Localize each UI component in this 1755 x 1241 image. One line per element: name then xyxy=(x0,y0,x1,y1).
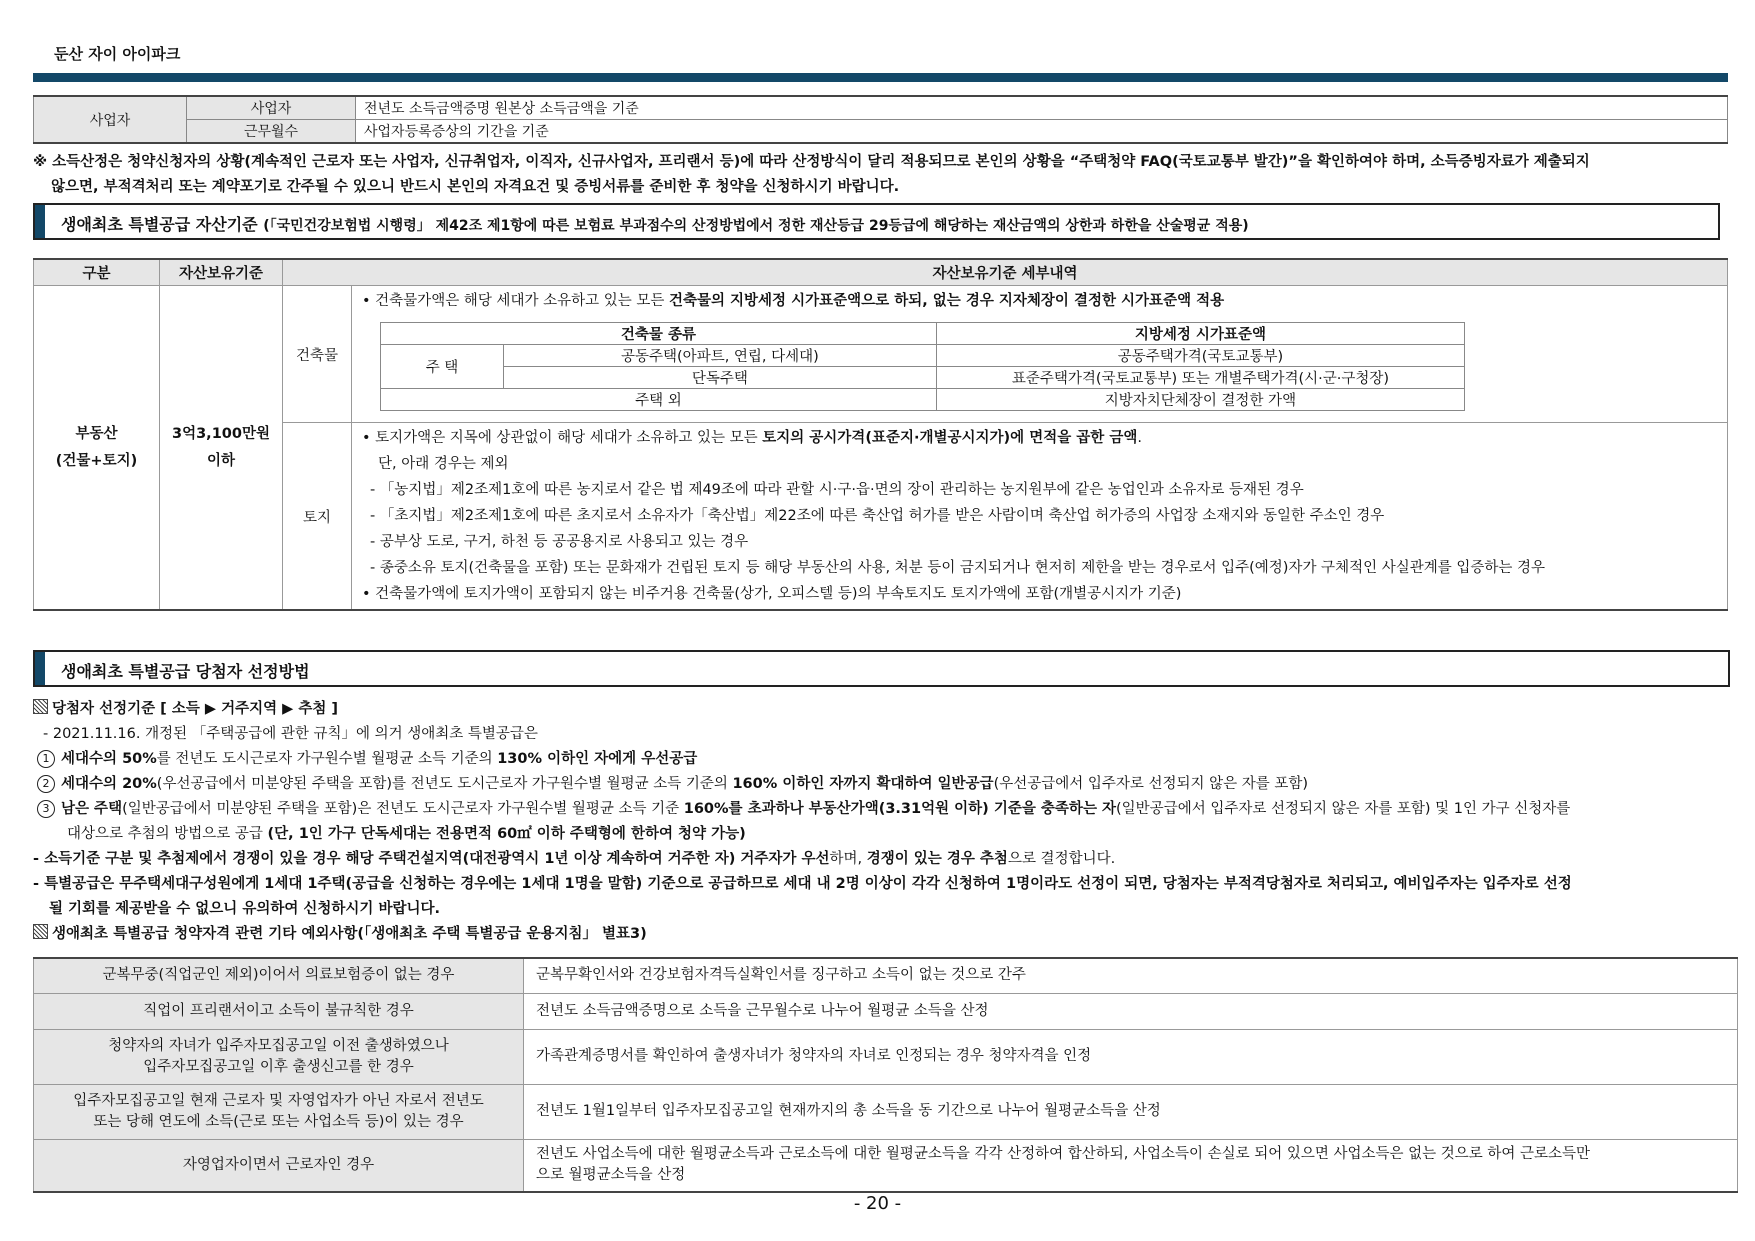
table-cell: 단독주택 xyxy=(504,367,937,389)
limit-value: 3억3,100만원 xyxy=(172,425,270,442)
rule-text-bold: - 소득기준 구분 및 추첨제에서 경쟁이 있을 경우 해당 주택건설지역(대전광역시 1년 이상 계속하여 거주한 자) 거주자가 우선 xyxy=(33,851,830,867)
page-number: - 20 - xyxy=(853,1193,902,1214)
list-item: - 종중소유 토지(건축물을 포함) 또는 문화재가 건립된 토지 등 해당 부동산의 사용, 처분 등이 금지되거나 현저히 제한을 받는 경우로서 입주(예정)자가 구체적인 사실관계를 입증하는 경우 xyxy=(370,560,1545,576)
item-text-bold: 130% 이하인 자에게 우선공급 xyxy=(497,751,698,767)
rule-text: 하며, xyxy=(829,851,867,867)
cell-text: 입주자모집공고일 이후 출생신고를 한 경우 xyxy=(143,1058,414,1075)
table-row xyxy=(34,1139,1738,1192)
list-item xyxy=(33,772,1753,797)
cell-text: 직업이 프리랜서이고 소득이 불규칙한 경우 xyxy=(143,1002,414,1019)
table-cell-value xyxy=(524,1029,1738,1084)
table-header-row xyxy=(381,323,1465,345)
cell-text: 전년도 소득금액증명으로 소득을 근무월수로 나누어 월평균 소득을 산정 xyxy=(536,1002,989,1019)
table-row xyxy=(34,286,1728,423)
land-detail xyxy=(352,423,1728,611)
item-text-bold: 세대수의 20% xyxy=(61,776,157,792)
land-label: 토지 xyxy=(283,423,352,611)
table-cell: 전년도 소득금액증명 원본상 소득금액을 기준 xyxy=(356,96,1728,120)
list-item xyxy=(33,797,1753,822)
column-header: 건축물 종류 xyxy=(381,323,937,345)
table-cell-label xyxy=(34,958,524,993)
cell-text: 전년도 1월1일부터 입주자모집공고일 현재까지의 총 소득을 동 기간으로 나누어 월평균소득을 산정 xyxy=(536,1103,1161,1119)
list-item: - 「농지법」제2조제1호에 따른 농지로서 같은 법 제49조에 따라 관할 시·구·읍·면의 장이 관리하는 농지원부에 같은 농업인과 소유자로 등재된 경우 xyxy=(370,482,1304,498)
table-row xyxy=(381,389,1465,411)
cell-text: 자영업자이면서 근로자인 경우 xyxy=(182,1156,375,1173)
table-cell: 주택 외 xyxy=(381,389,937,411)
item-text-bold: 남은 주택 xyxy=(61,801,123,817)
circled-number: 3 xyxy=(37,800,55,818)
exceptions-title xyxy=(33,922,1753,947)
table-cell: 근무월수 xyxy=(187,120,356,144)
item-text-bold: 세대수의 50% xyxy=(61,751,157,767)
selection-intro: - 2021.11.16. 개정된 「주택공급에 관한 규칙」에 의거 생애최초 특별공급은 xyxy=(43,726,538,742)
rule-line: - 특별공급은 무주택세대구성원에게 1세대 1주택(공급을 신청하는 경우에는 1세대 1명을 말함) 기준으로 공급하므로 세대 내 2명 이상이 각각 신청하여 1명이라도 선정이 되면, 당첨자는 부적격당첨자로 처리되고, 예비입주자는 입주자로 선정 xyxy=(33,876,1572,892)
rule-text: 으로 결정합니다. xyxy=(1007,851,1116,867)
cell-text: 전년도 사업소득에 대한 월평균소득과 근로소득에 대한 월평균소득을 각각 산정하여 합산하되, 사업소득이 손실로 되어 있으면 사업소득은 없는 것으로 하여 근로소득만 xyxy=(536,1146,1591,1163)
table-cell: 주 택 xyxy=(381,345,504,389)
table-row xyxy=(34,958,1738,993)
note-line: 않으면, 부적격처리 또는 계약포기로 간주될 수 있으니 반드시 본인의 자격요건 및 증빙서류를 준비한 후 청약을 신청하시기 바랍니다. xyxy=(51,179,900,195)
exceptions-title-text: 생애최초 특별공급 청약자격 관련 기타 예외사항(「생애최초 주택 특별공급 운용지침」 별표3) xyxy=(52,926,647,942)
asset-table xyxy=(33,258,1728,611)
table-row xyxy=(34,96,1728,120)
bullet-text-bold: 토지의 공시가격(표준지·개별공시지가)에 면적을 곱한 금액 xyxy=(762,430,1138,446)
item-text: 를 전년도 도시근로자 가구원수별 월평균 소득 기준의 xyxy=(156,751,498,767)
section-title: 생애최초 특별공급 당첨자 선정방법 xyxy=(61,662,310,681)
bullet-text-bold: 건축물의 지방세정 시가표준액으로 하되, 없는 경우 지자체장이 결정한 시가표준액 적용 xyxy=(668,293,1225,309)
table-cell-value xyxy=(524,1084,1738,1139)
table-cell-label xyxy=(34,1084,524,1139)
item-text-bold: 160%를 초과하나 부동산가액(3.31억원 이하) 기준을 충족하는 자 xyxy=(683,801,1117,817)
rule-line-continuation: 될 기회를 제공받을 수 없으니 유의하여 신청하시기 바랍니다. xyxy=(49,901,441,917)
hatched-box-icon xyxy=(33,699,48,714)
bullet-text: • 건축물가액은 해당 세대가 소유하고 있는 모든 xyxy=(362,293,669,309)
land-bullet xyxy=(352,425,1727,451)
table-cell-label xyxy=(34,1029,524,1084)
section-subtitle: (「국민건강보험법 시행령」 제42조 제1항에 따른 보험료 부과점수의 산정방법에서 정한 재산등급 29등급에 해당하는 재산금액의 상한과 하한을 산술평균 적용) xyxy=(263,218,1249,234)
selection-criteria xyxy=(33,697,1753,722)
table-row xyxy=(34,1084,1738,1139)
list-item: - 「초지법」제2조제1호에 따른 초지로서 소유자가「축산법」제22조에 따른 축산업 허가를 받은 사람이며 축산업 허가증의 사업장 소재지와 동일한 주소인 경우 xyxy=(370,508,1385,524)
table-cell: 지방자치단체장이 결정한 가액 xyxy=(936,389,1464,411)
header-rule xyxy=(33,73,1728,82)
land-last-bullet: • 건축물가액에 토지가액이 포함되지 않는 비주거용 건축물(상가, 오피스텔 등)의 부속토지도 토지가액에 포함(개별공시지가 기준) xyxy=(362,586,1182,602)
table-cell-value xyxy=(524,993,1738,1029)
building-bullet xyxy=(352,288,1727,314)
table-row xyxy=(381,367,1465,389)
section-accent xyxy=(35,652,45,685)
income-table xyxy=(33,95,1728,144)
category-cell xyxy=(34,286,160,611)
table-cell: 사업자등록증상의 기간을 기준 xyxy=(356,120,1728,144)
table-cell: 사업자 xyxy=(187,96,356,120)
section-accent xyxy=(35,205,45,238)
column-header: 지방세정 시가표준액 xyxy=(936,323,1464,345)
section-heading-text xyxy=(61,212,1249,235)
table-cell: 사업자 xyxy=(34,96,187,143)
limit-value: 이하 xyxy=(206,452,235,469)
hatched-box-icon xyxy=(33,924,48,939)
income-note xyxy=(33,150,1728,200)
cell-text: 군복무중(직업군인 제외)이어서 의료보험증이 없는 경우 xyxy=(102,967,455,984)
item-text-bold: (단, 1인 가구 단독세대는 전용면적 60㎡ 이하 주택형에 한하여 청약 가능) xyxy=(267,826,746,842)
list-item xyxy=(33,747,1753,772)
category-label: (건물+토지) xyxy=(55,452,138,469)
criteria-text: 당첨자 선정기준 [ 소득 ▶ 거주지역 ▶ 추첨 ] xyxy=(52,701,339,717)
section-heading-asset xyxy=(33,203,1720,240)
column-header: 구분 xyxy=(34,259,160,286)
rule-text-bold: 경쟁이 있는 경우 추첨 xyxy=(866,851,1008,867)
note-line: ※ 소득산정은 청약신청자의 상황(계속적인 근로자 또는 사업자, 신규취업자, 이직자, 신규사업자, 프리랜서 등)에 따라 산정방식이 달리 적용되므로 본인의 상황을 “주택청약 FAQ(국토교통부 발간)”을 확인하여야 하며, 소득증빙자료가 제출되지 xyxy=(33,154,1590,170)
cell-text: 또는 당해 연도에 소득(근로 또는 사업소득 등)이 있는 경우 xyxy=(93,1113,464,1130)
table-row xyxy=(34,423,1728,611)
circled-number: 1 xyxy=(37,750,55,768)
column-header: 자산보유기준 세부내역 xyxy=(283,259,1728,286)
item-text: (우선공급에서 미분양된 주택을 포함)를 전년도 도시근로자 가구원수별 월평균 소득 기준의 xyxy=(156,776,733,792)
table-row xyxy=(34,120,1728,144)
rule-line xyxy=(33,847,1753,872)
table-row xyxy=(381,345,1465,367)
table-cell: 공동주택가격(국토교통부) xyxy=(936,345,1464,367)
cell-text: 으로 월평균소득을 산정 xyxy=(536,1167,686,1184)
cell-text: 입주자모집공고일 현재 근로자 및 자영업자가 아닌 자로서 전년도 xyxy=(73,1092,484,1109)
list-item-continuation xyxy=(33,822,1753,847)
section-heading-selection xyxy=(33,650,1730,687)
table-cell-value xyxy=(524,958,1738,993)
cell-text: 군복무확인서와 건강보험자격득실확인서를 징구하고 소득이 없는 것으로 간주 xyxy=(536,967,1026,984)
item-text-bold: 160% 이하인 자까지 확대하여 일반공급 xyxy=(732,776,994,792)
building-detail xyxy=(352,286,1728,423)
circled-number: 2 xyxy=(37,775,55,793)
cell-text: 가족관계증명서를 확인하여 출생자녀가 청약자의 자녀로 인정되는 경우 청약자격을 인정 xyxy=(536,1048,1092,1064)
land-exception-note: 단, 아래 경우는 제외 xyxy=(378,456,509,472)
cell-text: 청약자의 자녀가 입주자모집공고일 이전 출생하였으나 xyxy=(108,1037,449,1054)
table-cell-label xyxy=(34,993,524,1029)
building-label: 건축물 xyxy=(283,286,352,423)
item-text: 대상으로 추첨의 방법으로 공급 xyxy=(67,826,268,842)
list-item: - 공부상 도로, 구거, 하천 등 공공용지로 사용되고 있는 경우 xyxy=(370,534,749,550)
table-header-row xyxy=(34,259,1728,286)
table-cell: 공동주택(아파트, 연립, 다세대) xyxy=(504,345,937,367)
column-header: 자산보유기준 xyxy=(160,259,283,286)
table-cell-label xyxy=(34,1139,524,1192)
item-text: (일반공급에서 입주자로 선정되지 않은 자를 포함) 및 1인 가구 신청자를 xyxy=(1116,801,1571,817)
building-value-table xyxy=(380,322,1465,411)
table-row xyxy=(34,1029,1738,1084)
bullet-text: • 토지가액은 지목에 상관없이 해당 세대가 소유하고 있는 모든 xyxy=(362,430,763,446)
selection-body xyxy=(33,697,1753,947)
table-cell: 표준주택가격(국토교통부) 또는 개별주택가격(시·군·구청장) xyxy=(936,367,1464,389)
limit-cell xyxy=(160,286,283,611)
table-cell-value xyxy=(524,1139,1738,1192)
section-title: 생애최초 특별공급 자산기준 xyxy=(61,215,258,234)
item-text: (우선공급에서 입주자로 선정되지 않은 자를 포함) xyxy=(993,776,1309,792)
item-text: (일반공급에서 미분양된 주택을 포함)은 전년도 도시근로자 가구원수별 월평균 소득 기준 xyxy=(122,801,684,817)
table-row xyxy=(34,993,1738,1029)
exceptions-table xyxy=(33,957,1738,1193)
category-label: 부동산 xyxy=(75,425,118,442)
bullet-text: . xyxy=(1137,430,1142,446)
document-header-title: 둔산 자이 아이파크 xyxy=(54,45,181,63)
